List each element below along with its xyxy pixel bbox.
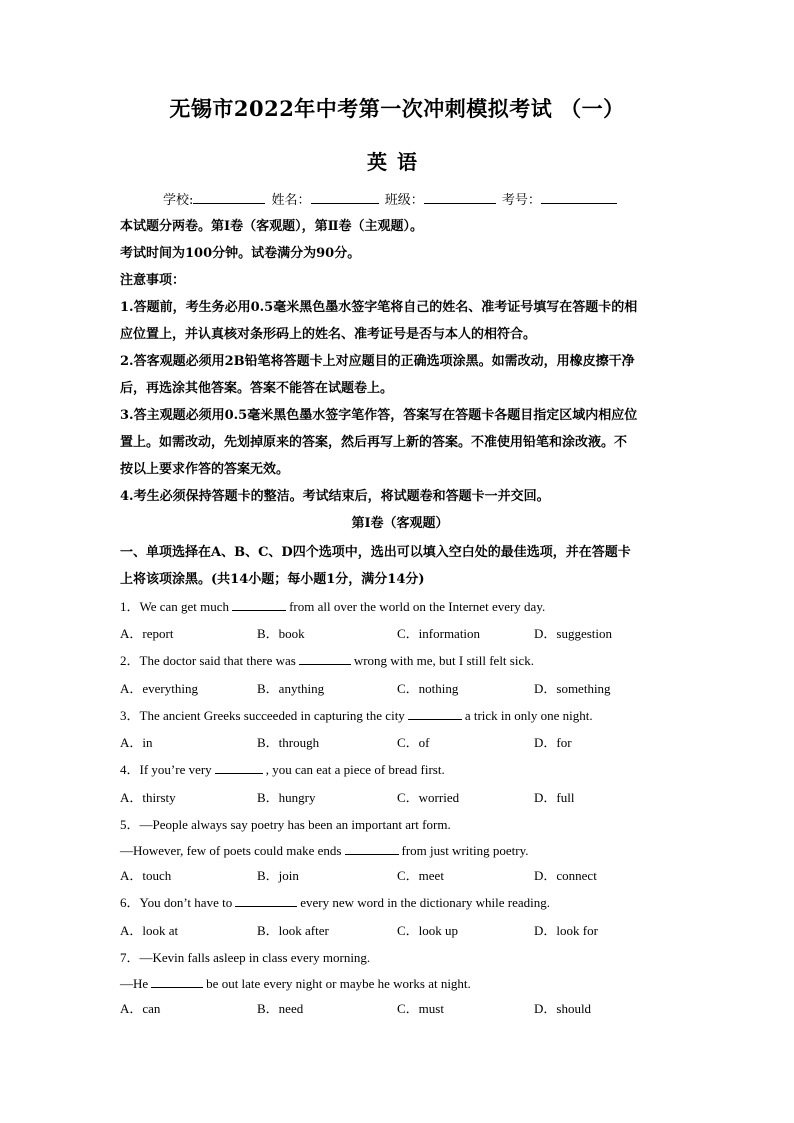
option-b[interactable]: B．anything — [257, 681, 325, 696]
question-6 — [120, 895, 550, 911]
notes-item-3c: 按以上要求作答的答案无效。 — [120, 462, 290, 477]
section-instruction-b: 上将该项涂黑。(共14小题；每小题1分，满分14分) — [120, 572, 425, 587]
name-label: 姓名： — [271, 193, 311, 208]
notes-item-3b: 置上。如需改动，先划掉原来的答案，然后再写上新的答案。不准使用铅笔和涂改液。不 — [120, 435, 628, 450]
option-d[interactable]: D．look for — [534, 923, 598, 938]
question-7-line-1: 7．—Kevin falls asleep in class every morning. — [120, 950, 371, 965]
question-7 — [120, 976, 471, 992]
option-b[interactable]: B．join — [257, 868, 299, 883]
question-4-options — [120, 790, 720, 806]
option-d[interactable]: D．should — [534, 1001, 592, 1016]
option-b[interactable]: B．through — [257, 735, 320, 750]
question-4-blank[interactable] — [215, 762, 263, 774]
option-c[interactable]: C．nothing — [397, 681, 459, 696]
option-d[interactable]: D．something — [534, 681, 611, 696]
option-c[interactable]: C．look up — [397, 923, 459, 938]
question-1 — [120, 599, 545, 615]
question-5-line-1: 5．—People always say poetry has been an important art form. — [120, 817, 451, 832]
question-6-options — [120, 923, 720, 939]
class-blank[interactable] — [424, 190, 496, 204]
option-b[interactable]: B．book — [257, 626, 305, 641]
option-d[interactable]: D．suggestion — [534, 626, 613, 641]
question-6-stem-post: every new word in the dictionary while reading. — [300, 895, 551, 910]
option-a[interactable]: A．everything — [120, 681, 198, 696]
notes-item-4: 4.考生必须保持答题卡的整洁。考试结束后，将试题卷和答题卡一并交回。 — [120, 489, 550, 504]
section-instruction-a: 一、单项选择在A、B、C、D四个选项中，选出可以填入空白处的最佳选项，并在答题卡 — [120, 545, 631, 560]
question-1-options — [120, 626, 720, 642]
question-3-stem-pre: 3．The ancient Greeks succeeded in capturing the city — [120, 708, 405, 723]
number-blank[interactable] — [541, 190, 617, 204]
notes-item-2a: 2.答客观题必须用2B铅笔将答题卡上对应题目的正确选项涂黑。如需改动，用橡皮擦干净 — [120, 354, 635, 369]
question-4-stem-pre: 4．If you’re very — [120, 762, 212, 777]
question-2-blank[interactable] — [299, 653, 351, 665]
notes-item-1b: 应位置上，并认真核对条形码上的姓名、准考证号是否与本人的相符合。 — [120, 327, 537, 342]
option-c[interactable]: C．must — [397, 1001, 444, 1016]
option-a[interactable]: A．thirsty — [120, 790, 176, 805]
question-2-options — [120, 681, 720, 697]
notes-item-2b: 后，再选涂其他答案。答案不能答在试题卷上。 — [120, 381, 394, 396]
option-c[interactable]: C．meet — [397, 868, 444, 883]
option-a[interactable]: A．touch — [120, 868, 172, 883]
notes-item-3a: 3.答主观题必须用0.5毫米黑色墨水签字笔作答，答案写在答题卡各题目指定区域内相应位 — [120, 408, 638, 423]
notes-line-1: 本试题分两卷。第Ⅰ卷（客观题），第Ⅱ卷（主观题）。 — [120, 219, 424, 234]
option-a[interactable]: A．can — [120, 1001, 161, 1016]
question-3-options — [120, 735, 720, 751]
question-5-blank[interactable] — [345, 843, 399, 855]
question-3-stem-post: a trick in only one night. — [464, 708, 593, 723]
option-d[interactable]: D．connect — [534, 868, 597, 883]
question-1-blank[interactable] — [232, 599, 286, 611]
question-6-blank[interactable] — [235, 895, 297, 907]
question-5-stem-post: from just writing poetry. — [401, 843, 529, 858]
question-4-stem-post: , you can eat a piece of bread first. — [265, 762, 445, 777]
question-7-stem-post: be out late every night or maybe he works at night. — [206, 976, 471, 991]
option-b[interactable]: B．need — [257, 1001, 304, 1016]
school-blank[interactable] — [193, 190, 265, 204]
question-2-stem-post: wrong with me, but I still felt sick. — [353, 653, 534, 668]
class-label: 班级： — [384, 193, 424, 208]
question-5-stem-pre: —However, few of poets could make ends — [120, 843, 342, 858]
subject-title: 英语 — [367, 150, 427, 174]
notes-heading: 注意事项： — [120, 273, 186, 288]
question-3 — [120, 708, 593, 724]
question-7-stem-pre: —He — [120, 976, 149, 991]
option-b[interactable]: B．look after — [257, 923, 329, 938]
option-c[interactable]: C．worried — [397, 790, 460, 805]
question-5 — [120, 843, 528, 859]
notes-line-2: 考试时间为100分钟。试卷满分为90分。 — [120, 246, 361, 261]
question-7-options — [120, 1001, 720, 1017]
option-c[interactable]: C．information — [397, 626, 481, 641]
section-title: 第Ⅰ卷（客观题） — [351, 516, 449, 531]
number-label: 考号： — [501, 193, 541, 208]
question-1-stem-pre: 1．We can get much — [120, 599, 230, 614]
question-3-blank[interactable] — [408, 708, 462, 720]
name-blank[interactable] — [311, 190, 379, 204]
question-6-stem-pre: 6．You don’t have to — [120, 895, 233, 910]
option-a[interactable]: A．in — [120, 735, 153, 750]
option-d[interactable]: D．full — [534, 790, 575, 805]
option-c[interactable]: C．of — [397, 735, 430, 750]
question-7-blank[interactable] — [151, 976, 203, 988]
student-info-row — [163, 189, 619, 208]
school-label: 学校: — [163, 193, 194, 208]
exam-title: 无锡市2022年中考第一次冲刺模拟考试 （一） — [169, 96, 625, 121]
question-2-stem-pre: 2．The doctor said that there was — [120, 653, 296, 668]
question-2 — [120, 653, 534, 669]
question-1-stem-post: from all over the world on the Internet every day. — [289, 599, 546, 614]
option-a[interactable]: A．look at — [120, 923, 179, 938]
option-b[interactable]: B．hungry — [257, 790, 316, 805]
notes-item-1a: 1.答题前，考生务必用0.5毫米黑色墨水签字笔将自己的姓名、准考证号填写在答题卡的相 — [120, 300, 638, 315]
question-4 — [120, 762, 445, 778]
question-5-options — [120, 868, 720, 884]
option-a[interactable]: A．report — [120, 626, 174, 641]
option-d[interactable]: D．for — [534, 735, 572, 750]
